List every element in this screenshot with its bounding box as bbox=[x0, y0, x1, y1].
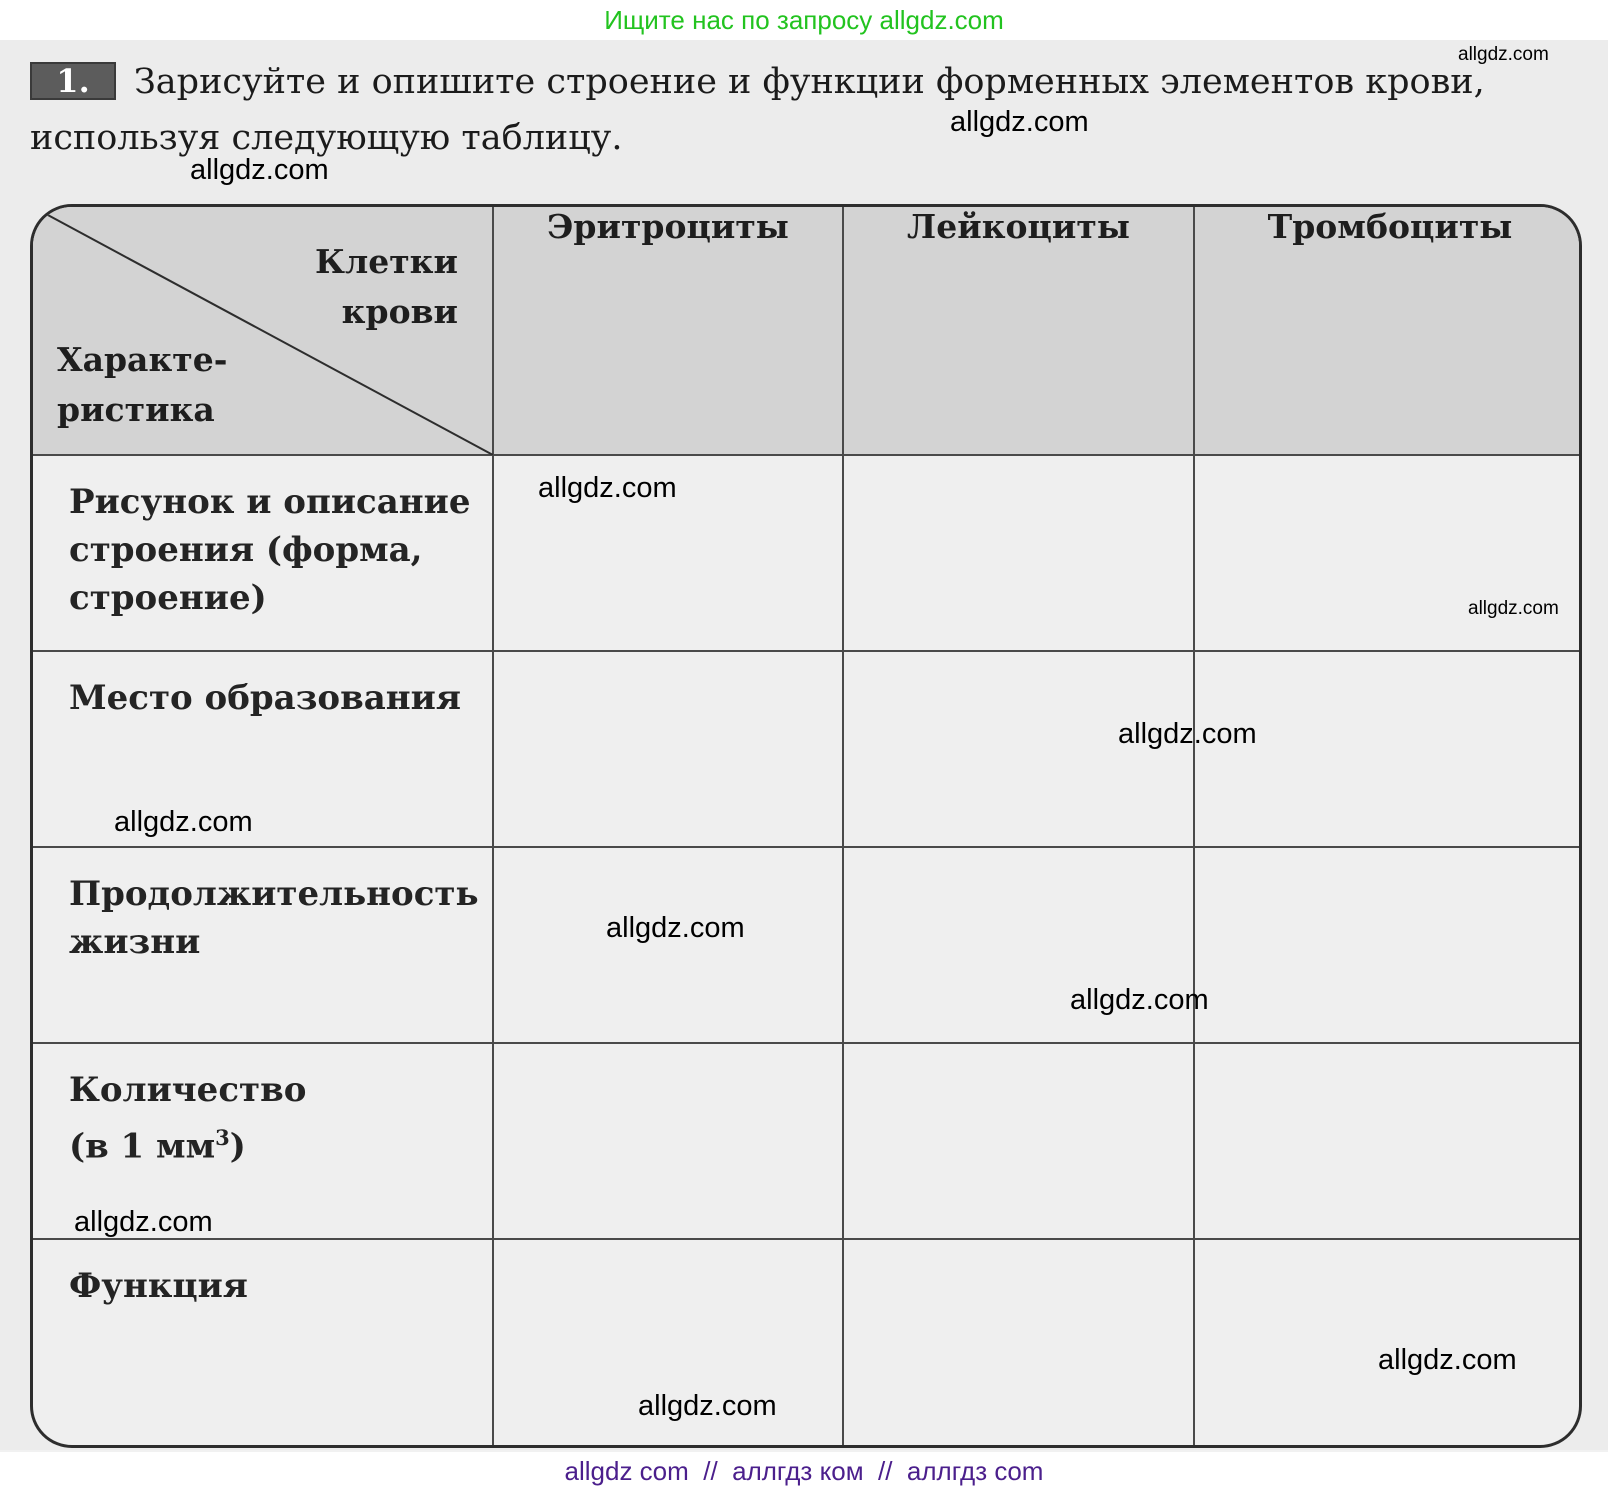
column-header-thrombocytes: Тромбоциты bbox=[1194, 207, 1582, 455]
row-label-function bbox=[33, 1239, 493, 1448]
answer-cell-erythrocytes-lifespan[interactable] bbox=[493, 847, 843, 1043]
row-label-line: жизни bbox=[69, 922, 201, 962]
answer-cell-erythrocytes-quantity[interactable] bbox=[493, 1043, 843, 1239]
row-label-line: строение) bbox=[69, 578, 267, 618]
row-label-line: строения (форма, bbox=[69, 530, 423, 570]
row-label-line: Рисунок и описание bbox=[69, 482, 471, 522]
answer-cell-thrombocytes-quantity[interactable] bbox=[1194, 1043, 1582, 1239]
answer-cell-thrombocytes-structure[interactable] bbox=[1194, 455, 1582, 651]
quantity-unit-suffix: ) bbox=[229, 1126, 246, 1167]
watermark: allgdz.com bbox=[1118, 718, 1257, 750]
answer-cell-erythrocytes-origin[interactable] bbox=[493, 651, 843, 847]
answer-cell-leukocytes-function[interactable] bbox=[843, 1239, 1194, 1448]
table-row bbox=[33, 455, 1582, 651]
answer-cell-thrombocytes-lifespan[interactable] bbox=[1194, 847, 1582, 1043]
watermark: allgdz.com bbox=[114, 806, 253, 838]
watermark: allgdz.com bbox=[1070, 984, 1209, 1016]
column-header-leukocytes: Лейкоциты bbox=[843, 207, 1194, 455]
watermark: allgdz.com bbox=[1468, 598, 1559, 619]
blood-cells-table bbox=[33, 207, 1582, 1448]
table-row bbox=[33, 847, 1582, 1043]
row-label-lifespan bbox=[33, 847, 493, 1043]
table-row bbox=[33, 1239, 1582, 1448]
corner-characteristic-label bbox=[57, 335, 227, 435]
row-label-origin bbox=[33, 651, 493, 847]
watermark: allgdz.com bbox=[606, 912, 745, 944]
row-label-line: Функция bbox=[69, 1266, 248, 1306]
watermark: allgdz.com bbox=[74, 1206, 213, 1238]
watermark: allgdz.com bbox=[1378, 1344, 1517, 1376]
row-label-structure bbox=[33, 455, 493, 651]
watermark: allgdz.com bbox=[190, 154, 329, 186]
watermark: allgdz.com bbox=[538, 472, 677, 504]
watermark: allgdz.com bbox=[950, 106, 1089, 138]
table-row bbox=[33, 1043, 1582, 1239]
watermark: allgdz.com bbox=[638, 1390, 777, 1422]
task-number-badge: 1. bbox=[30, 62, 116, 100]
answer-cell-leukocytes-structure[interactable] bbox=[843, 455, 1194, 651]
top-banner: Ищите нас по запросу allgdz.com bbox=[0, 0, 1608, 40]
row-label-line bbox=[69, 1114, 492, 1170]
answer-cell-leukocytes-quantity[interactable] bbox=[843, 1043, 1194, 1239]
corner-cells-label bbox=[315, 237, 458, 337]
corner-cells-line-2: крови bbox=[341, 292, 458, 331]
watermark: allgdz.com bbox=[1458, 44, 1549, 65]
table-row bbox=[33, 651, 1582, 847]
row-label-line: Место образования bbox=[69, 678, 461, 718]
row-label-line: Продолжительность bbox=[69, 874, 479, 914]
row-label-line: Количество bbox=[69, 1070, 307, 1110]
corner-characteristic-line-2: ристика bbox=[57, 390, 215, 429]
table-corner-header bbox=[33, 207, 493, 455]
quantity-unit-exponent: 3 bbox=[215, 1125, 230, 1150]
quantity-unit-text: (в 1 мм bbox=[69, 1126, 216, 1167]
column-header-erythrocytes: Эритроциты bbox=[493, 207, 843, 455]
task-text: Зарисуйте и опишите строение и функции форменных элементов крови, используя следующую таблицу. bbox=[30, 62, 1485, 158]
table-header-row bbox=[33, 207, 1582, 455]
blood-cells-table-frame bbox=[30, 204, 1582, 1448]
corner-cells-line-1: Клетки bbox=[314, 242, 458, 281]
corner-characteristic-line-1: Характе- bbox=[57, 340, 228, 379]
bottom-banner: allgdz com // аллгдз ком // аллгдз com bbox=[0, 1452, 1608, 1490]
